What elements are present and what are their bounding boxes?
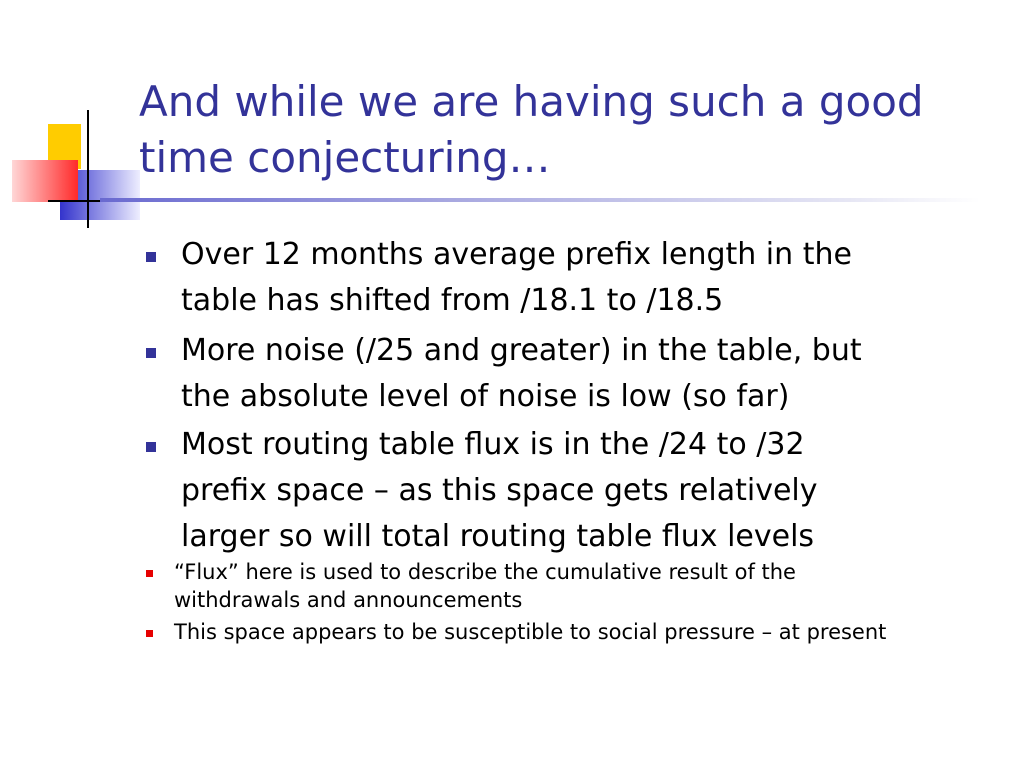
slide-title: And while we are having such a good time conjecturing… [139, 77, 924, 182]
sub-bullet-marker [146, 570, 153, 577]
bullet-text: Over 12 months average prefix length in the table has shifted from /18.1 to /18.5 [181, 237, 852, 318]
sub-bullet-text: “Flux” here is used to describe the cumulative result of the withdrawals and announcements [174, 560, 796, 612]
sub-bullet-marker [146, 630, 153, 637]
bullet-text: Most routing table flux is in the /24 to /32 prefix space – as this space gets relatively larger so will total routing table flux levels [181, 427, 818, 554]
bullet-marker [146, 252, 156, 262]
bullet-marker [146, 442, 156, 452]
bullet-text: More noise (/25 and greater) in the table, but the absolute level of noise is low (so far) [181, 333, 862, 414]
sub-bullet-text: This space appears to be susceptible to social pressure – at present [174, 620, 887, 644]
bullet-marker [146, 348, 156, 358]
